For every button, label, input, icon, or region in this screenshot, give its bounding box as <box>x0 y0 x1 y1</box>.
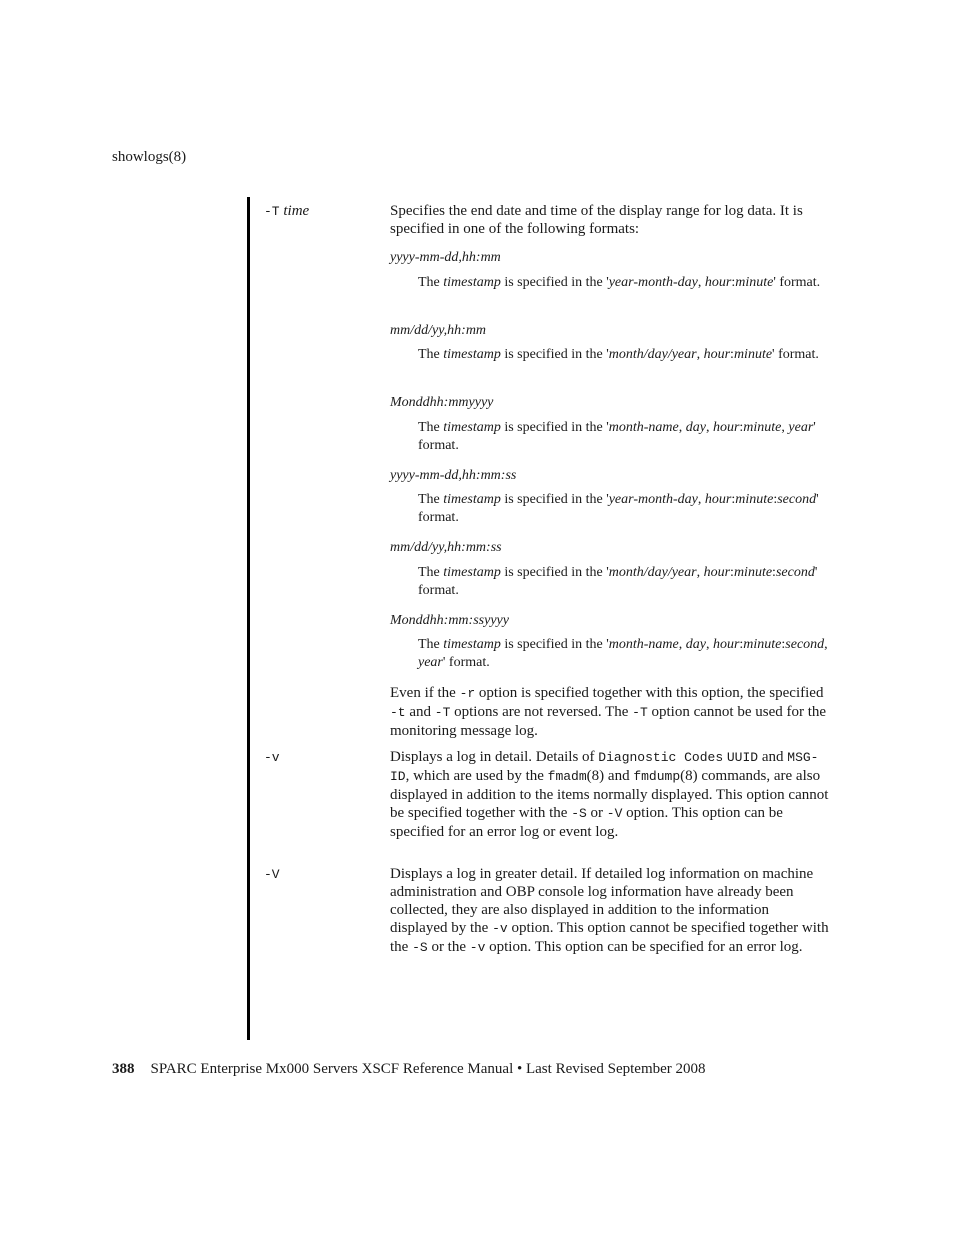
option-T-term <box>264 202 309 221</box>
running-header: showlogs(8) <box>112 149 187 165</box>
option-flag: -T <box>264 204 280 219</box>
option-T-intro: Specifies the end date and time of the display range for log data. It is specified in one of the following formats: <box>390 203 803 237</box>
option-V-term <box>264 865 280 884</box>
margin-rule <box>247 197 250 1040</box>
format-description: The timestamp is specified in the 'year-month-day, hour:minute' format. <box>418 275 821 290</box>
page-number: 388 <box>112 1061 135 1077</box>
option-v-description: Displays a log in detail. Details of Diagnostic Codes UUID and MSG-ID, which are used by the fmadm(8) and fmdump(8) commands, are also displayed in addition to the items normally displayed. This option cannot be specified together with the -S or -V option. This option can be specified for an error log or event log. <box>390 749 829 840</box>
format-name: yyyy-mm-dd,hh:mm:ss <box>390 468 517 483</box>
option-V-description: Displays a log in greater detail. If detailed log information on machine administration and OBP console log information have already been collected, they are also displayed in addition to the information displayed by the -v option. This option cannot be specified together with the -S or the -v option. This option can be specified for an error log. <box>390 866 829 955</box>
format-name: Monddhh:mm:ssyyyy <box>390 613 509 628</box>
page-footer <box>112 1061 706 1078</box>
format-name: Monddhh:mmyyyy <box>390 395 494 410</box>
format-description: The timestamp is specified in the 'month-name, day, hour:minute:second, year' format. <box>418 637 828 670</box>
format-description: The timestamp is specified in the 'month-name, day, hour:minute, year' format. <box>418 420 816 453</box>
format-description: The timestamp is specified in the 'year-month-day, hour:minute:second' format. <box>418 492 819 525</box>
format-name: mm/dd/yy,hh:mm <box>390 323 487 338</box>
footer-title: SPARC Enterprise Mx000 Servers XSCF Reference Manual • Last Revised September 2008 <box>150 1061 706 1077</box>
option-T-note: Even if the -r option is specified together with this option, the specified -t and -T options are not reversed. The -T option cannot be used for the monitoring message log. <box>390 685 827 739</box>
option-flag: -v <box>264 750 280 765</box>
option-arg: time <box>283 203 310 219</box>
format-description: The timestamp is specified in the 'month/day/year, hour:minute:second' format. <box>418 565 818 598</box>
option-v-term <box>264 748 280 767</box>
format-description: The timestamp is specified in the 'month/day/year, hour:minute' format. <box>418 347 819 362</box>
format-name: mm/dd/yy,hh:mm:ss <box>390 540 502 555</box>
format-name: yyyy-mm-dd,hh:mm <box>390 250 501 265</box>
option-flag: -V <box>264 867 280 882</box>
